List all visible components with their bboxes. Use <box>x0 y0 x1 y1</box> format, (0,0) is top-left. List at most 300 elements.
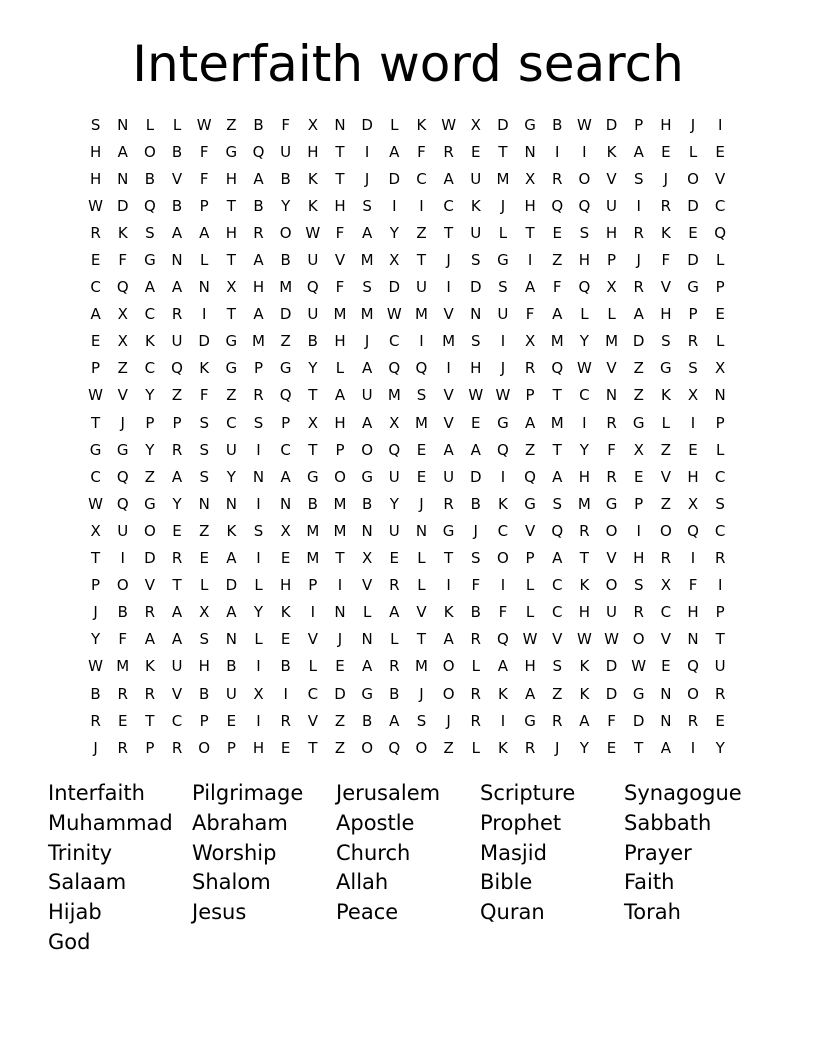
grid-letter: R <box>90 223 101 242</box>
grid-letter: X <box>470 115 481 134</box>
grid-letter: D <box>388 278 401 297</box>
word-list-item: Peace <box>336 900 399 925</box>
grid-letter: F <box>281 115 290 134</box>
grid-letter: O <box>605 521 618 540</box>
grid-letter: L <box>525 576 535 595</box>
grid-letter: V <box>524 521 536 540</box>
grid-letter: N <box>225 494 237 513</box>
grid-letter: H <box>633 549 645 568</box>
grid-letter: Y <box>145 386 155 405</box>
grid-letter: K <box>498 494 508 513</box>
grid-letter: R <box>714 549 726 568</box>
grid-row <box>82 626 734 653</box>
grid-letter: I <box>337 576 343 595</box>
grid-letter: F <box>688 576 698 595</box>
grid-letter: E <box>688 440 698 459</box>
grid-letter: U <box>280 142 292 161</box>
grid-letter: N <box>660 684 672 703</box>
grid-letter: H <box>524 196 536 215</box>
grid-letter: S <box>471 549 481 568</box>
grid-letter: C <box>280 440 291 459</box>
grid-letter: M <box>252 332 265 351</box>
grid-letter: B <box>171 196 183 215</box>
grid-letter: X <box>389 413 400 432</box>
word-list-item: Muhammad <box>48 810 173 835</box>
grid-row <box>82 707 734 734</box>
grid-letter: L <box>308 657 317 676</box>
grid-letter: E <box>335 657 345 676</box>
grid-letter: E <box>416 467 427 486</box>
grid-letter: H <box>578 467 591 486</box>
grid-letter: T <box>715 630 725 649</box>
grid-letter: U <box>714 657 726 676</box>
grid-letter: K <box>498 684 508 703</box>
grid-letter: X <box>687 386 699 405</box>
grid-letter: A <box>280 467 291 486</box>
grid-letter: D <box>497 115 509 134</box>
grid-letter: J <box>120 413 125 432</box>
grid-letter: W <box>386 305 402 324</box>
grid-letter: Q <box>171 359 183 378</box>
grid-letter: V <box>443 413 454 432</box>
grid-letter: G <box>442 521 455 540</box>
grid-letter: E <box>280 549 291 568</box>
grid-letter: W <box>576 630 592 649</box>
grid-letter: Y <box>253 603 264 622</box>
grid-letter: N <box>198 494 210 513</box>
grid-letter: Z <box>334 738 346 757</box>
grid-letter: E <box>471 142 481 161</box>
grid-letter: G <box>361 684 373 703</box>
grid-letter: X <box>715 359 726 378</box>
grid-letter: L <box>200 251 209 270</box>
grid-letter: T <box>308 386 318 405</box>
grid-letter: V <box>660 467 671 486</box>
grid-letter: S <box>498 278 508 297</box>
word-list-item: Torah <box>624 900 681 925</box>
grid-letter: V <box>660 278 671 297</box>
grid-letter: M <box>550 413 564 432</box>
grid-letter: X <box>633 440 644 459</box>
grid-letter: E <box>117 711 128 730</box>
grid-letter: Z <box>524 440 536 459</box>
grid-row <box>82 246 734 273</box>
grid-letter: M <box>333 305 347 324</box>
grid-letter: B <box>552 115 563 134</box>
grid-letter: Q <box>116 278 129 297</box>
word-list-item: Synagogue <box>624 781 742 805</box>
grid-letter: C <box>714 196 726 215</box>
grid-letter: S <box>199 413 209 432</box>
grid-letter: K <box>199 359 210 378</box>
grid-letter: N <box>524 142 536 161</box>
grid-letter: E <box>389 549 400 568</box>
grid-letter: I <box>717 115 723 134</box>
grid-letter: Z <box>280 332 291 351</box>
grid-letter: F <box>199 169 209 188</box>
grid-letter: G <box>225 142 238 161</box>
grid-letter: D <box>225 576 238 595</box>
grid-letter: N <box>714 386 726 405</box>
grid-letter: I <box>446 359 451 378</box>
grid-letter: A <box>443 630 454 649</box>
grid-letter: R <box>280 711 291 730</box>
word-list-item: Bible <box>480 870 533 895</box>
grid-letter: I <box>690 549 696 568</box>
grid-letter: T <box>308 440 318 459</box>
grid-letter: U <box>470 169 482 188</box>
word-list-item: Salaam <box>48 870 127 895</box>
grid-letter: U <box>443 467 455 486</box>
grid-letter: S <box>552 657 562 676</box>
grid-letter: F <box>471 576 481 595</box>
grid-letter: A <box>389 142 400 161</box>
grid-letter: L <box>254 630 263 649</box>
grid-letter: K <box>144 657 155 676</box>
grid-letter: H <box>307 142 319 161</box>
grid-letter: T <box>172 576 182 595</box>
grid-letter: U <box>606 603 618 622</box>
grid-letter: S <box>715 494 725 513</box>
word-list-item: Pilgrimage <box>192 781 304 805</box>
grid-letter: I <box>419 332 424 351</box>
grid-letter: W <box>88 196 103 215</box>
grid-letter: R <box>714 684 726 703</box>
grid-letter: A <box>171 467 183 486</box>
grid-letter: T <box>552 440 562 459</box>
grid-letter: T <box>226 196 236 215</box>
grid-letter: V <box>362 576 373 595</box>
grid-letter: H <box>89 142 102 161</box>
grid-letter: I <box>636 196 641 215</box>
grid-letter: Y <box>579 738 589 757</box>
grid-letter: T <box>90 549 101 568</box>
grid-row <box>82 517 734 544</box>
word-list-item: Church <box>336 840 411 865</box>
grid-letter: B <box>253 196 264 215</box>
grid-letter: Z <box>552 251 563 270</box>
grid-row <box>82 680 734 707</box>
grid-letter: G <box>225 332 238 351</box>
grid-letter: T <box>444 549 454 568</box>
grid-letter: R <box>90 711 101 730</box>
grid-letter: B <box>470 494 481 513</box>
grid-letter: U <box>388 467 400 486</box>
grid-letter: R <box>443 494 454 513</box>
grid-letter: Y <box>145 440 155 459</box>
grid-letter: X <box>307 115 318 134</box>
grid-letter: G <box>524 711 536 730</box>
grid-letter: O <box>659 521 672 540</box>
grid-letter: K <box>416 115 427 134</box>
grid-letter: P <box>634 494 644 513</box>
grid-row <box>82 572 734 599</box>
grid-letter: X <box>117 305 128 324</box>
grid-letter: K <box>470 196 481 215</box>
grid-letter: E <box>280 738 291 757</box>
word-list-item: Apostle <box>336 810 415 835</box>
grid-letter: B <box>307 494 318 513</box>
grid-row <box>82 219 734 246</box>
grid-letter: Z <box>633 386 644 405</box>
grid-letter: Z <box>117 359 128 378</box>
grid-letter: X <box>362 549 373 568</box>
grid-letter: J <box>500 359 506 378</box>
grid-letter: Z <box>144 467 156 486</box>
grid-letter: Q <box>578 278 591 297</box>
grid-letter: J <box>636 251 641 270</box>
grid-letter: S <box>633 169 644 188</box>
grid-letter: C <box>660 603 672 622</box>
grid-letter: N <box>415 521 428 540</box>
grid-letter: V <box>144 576 156 595</box>
grid-letter: K <box>579 657 590 676</box>
grid-letter: L <box>254 576 263 595</box>
grid-letter: H <box>470 359 482 378</box>
grid-letter: A <box>171 630 183 649</box>
grid-letter: P <box>715 278 725 297</box>
grid-letter: I <box>582 413 587 432</box>
grid-letter: U <box>225 440 237 459</box>
grid-letter: K <box>144 332 155 351</box>
grid-letter: D <box>361 115 373 134</box>
grid-letter: C <box>443 196 454 215</box>
grid-letter: N <box>660 711 672 730</box>
grid-letter: Q <box>714 223 727 242</box>
grid-letter: A <box>660 738 671 757</box>
grid-letter: I <box>527 251 533 270</box>
grid-letter: P <box>688 305 698 324</box>
grid-letter: K <box>579 684 590 703</box>
grid-letter: A <box>362 359 373 378</box>
grid-letter: W <box>196 115 212 134</box>
grid-letter: A <box>552 305 563 324</box>
grid-letter: T <box>416 251 427 270</box>
grid-letter: N <box>605 386 618 405</box>
grid-letter: K <box>443 603 454 622</box>
grid-letter: E <box>90 332 101 351</box>
grid-letter: Q <box>116 494 129 513</box>
grid-letter: I <box>256 494 261 513</box>
grid-letter: C <box>497 521 509 540</box>
grid-letter: U <box>470 223 482 242</box>
grid-letter: R <box>171 440 183 459</box>
grid-letter: F <box>335 223 345 242</box>
grid-letter: X <box>524 332 536 351</box>
grid-letter: Q <box>388 359 401 378</box>
grid-letter: U <box>606 196 618 215</box>
grid-letter: E <box>552 223 562 242</box>
grid-letter: D <box>605 115 618 134</box>
grid-letter: D <box>198 332 210 351</box>
grid-letter: C <box>416 169 427 188</box>
grid-letter: Y <box>281 196 291 215</box>
grid-letter: Q <box>143 196 156 215</box>
grid-letter: D <box>632 711 645 730</box>
grid-letter: D <box>279 305 292 324</box>
grid-letter: U <box>171 332 183 351</box>
grid-row <box>82 138 734 165</box>
grid-letter: I <box>690 738 696 757</box>
word-list-item: Prophet <box>480 810 562 835</box>
grid-letter: G <box>524 494 536 513</box>
grid-letter: S <box>253 521 264 540</box>
grid-letter: E <box>715 711 725 730</box>
grid-letter: B <box>361 494 373 513</box>
grid-letter: B <box>280 657 291 676</box>
grid-letter: I <box>419 196 424 215</box>
grid-row <box>82 409 734 436</box>
grid-letter: O <box>605 576 618 595</box>
grid-letter: R <box>470 684 481 703</box>
grid-letter: L <box>471 657 480 676</box>
grid-letter: P <box>715 413 725 432</box>
grid-letter: U <box>307 251 319 270</box>
grid-letter: Z <box>226 115 237 134</box>
grid-letter: M <box>550 332 564 351</box>
grid-letter: M <box>333 494 347 513</box>
grid-letter: V <box>416 603 427 622</box>
grid-letter: Q <box>524 467 536 486</box>
grid-letter: X <box>117 332 128 351</box>
grid-letter: G <box>116 440 129 459</box>
grid-letter: I <box>364 142 370 161</box>
grid-letter: W <box>495 386 511 405</box>
grid-row <box>82 111 734 138</box>
grid-letter: L <box>715 332 725 351</box>
word-list-item: Scripture <box>480 781 576 805</box>
grid-letter: N <box>117 115 129 134</box>
grid-letter: W <box>604 630 619 649</box>
grid-letter: T <box>525 223 535 242</box>
grid-letter: P <box>715 603 725 622</box>
grid-letter: A <box>253 169 264 188</box>
grid-letter: T <box>634 738 644 757</box>
grid-letter: K <box>606 142 617 161</box>
grid-letter: F <box>552 278 562 297</box>
grid-row <box>82 274 734 301</box>
grid-letter: M <box>496 169 510 188</box>
grid-letter: R <box>253 223 264 242</box>
grid-letter: Q <box>551 196 564 215</box>
grid-letter: L <box>172 115 182 134</box>
grid-letter: A <box>334 386 346 405</box>
grid-letter: R <box>687 711 699 730</box>
grid-letter: A <box>144 630 156 649</box>
grid-letter: R <box>633 603 644 622</box>
grid-letter: B <box>280 251 291 270</box>
grid-letter: O <box>632 630 645 649</box>
grid-letter: O <box>279 223 292 242</box>
grid-row <box>82 463 734 490</box>
grid-letter: C <box>226 413 237 432</box>
grid-letter: I <box>256 549 261 568</box>
grid-letter: F <box>118 630 128 649</box>
grid-letter: S <box>145 223 155 242</box>
grid-letter: G <box>279 359 292 378</box>
grid-letter: M <box>605 332 619 351</box>
grid-letter: Z <box>443 738 454 757</box>
grid-letter: E <box>471 413 481 432</box>
grid-letter: J <box>473 521 478 540</box>
grid-letter: Q <box>497 630 509 649</box>
grid-letter: I <box>256 440 261 459</box>
grid-letter: W <box>88 386 103 405</box>
grid-letter: I <box>636 521 641 540</box>
grid-letter: E <box>280 630 291 649</box>
grid-letter: R <box>117 738 128 757</box>
grid-letter: R <box>253 386 264 405</box>
grid-letter: N <box>225 630 237 649</box>
grid-letter: O <box>687 169 699 188</box>
grid-letter: S <box>471 251 481 270</box>
grid-letter: V <box>307 630 318 649</box>
grid-letter: R <box>171 738 183 757</box>
grid-letter: R <box>687 332 699 351</box>
grid-letter: J <box>555 738 560 757</box>
grid-letter: A <box>171 278 183 297</box>
grid-letter: A <box>524 278 536 297</box>
grid-letter: G <box>497 413 509 432</box>
grid-letter: V <box>117 386 128 405</box>
grid-letter: A <box>362 413 373 432</box>
grid-letter: E <box>606 738 617 757</box>
grid-letter: S <box>90 115 101 134</box>
grid-letter: I <box>310 603 316 622</box>
grid-letter: C <box>90 278 101 297</box>
grid-letter: Z <box>199 521 210 540</box>
grid-letter: A <box>90 305 101 324</box>
grid-letter: I <box>500 467 506 486</box>
grid-letter: I <box>256 711 261 730</box>
grid-letter: A <box>362 223 373 242</box>
grid-letter: F <box>661 251 671 270</box>
grid-letter: A <box>443 440 454 459</box>
grid-letter: G <box>144 494 156 513</box>
grid-letter: K <box>307 196 318 215</box>
grid-letter: N <box>470 305 482 324</box>
grid-letter: T <box>145 711 155 730</box>
grid-letter: Y <box>172 494 182 513</box>
grid-letter: Y <box>389 494 399 513</box>
grid-letter: O <box>578 169 591 188</box>
grid-letter: G <box>307 467 319 486</box>
grid-letter: J <box>364 169 370 188</box>
grid-letter: A <box>389 603 400 622</box>
grid-letter: A <box>470 440 481 459</box>
grid-letter: X <box>524 169 536 188</box>
grid-letter: G <box>605 494 618 513</box>
grid-letter: W <box>631 657 647 676</box>
grid-letter: N <box>117 169 129 188</box>
grid-letter: E <box>199 549 209 568</box>
grid-letter: P <box>91 359 101 378</box>
grid-letter: R <box>443 142 454 161</box>
grid-letter: T <box>416 630 427 649</box>
grid-letter: P <box>172 413 182 432</box>
word-list <box>48 779 808 958</box>
grid-letter: A <box>144 278 156 297</box>
grid-letter: C <box>579 386 590 405</box>
grid-letter: E <box>715 142 725 161</box>
grid-letter: Q <box>116 467 129 486</box>
grid-letter: R <box>144 684 156 703</box>
grid-letter: Y <box>308 359 318 378</box>
grid-letter: K <box>226 521 237 540</box>
grid-letter: Y <box>90 630 101 649</box>
grid-letter: A <box>253 305 264 324</box>
grid-letter: O <box>334 467 346 486</box>
